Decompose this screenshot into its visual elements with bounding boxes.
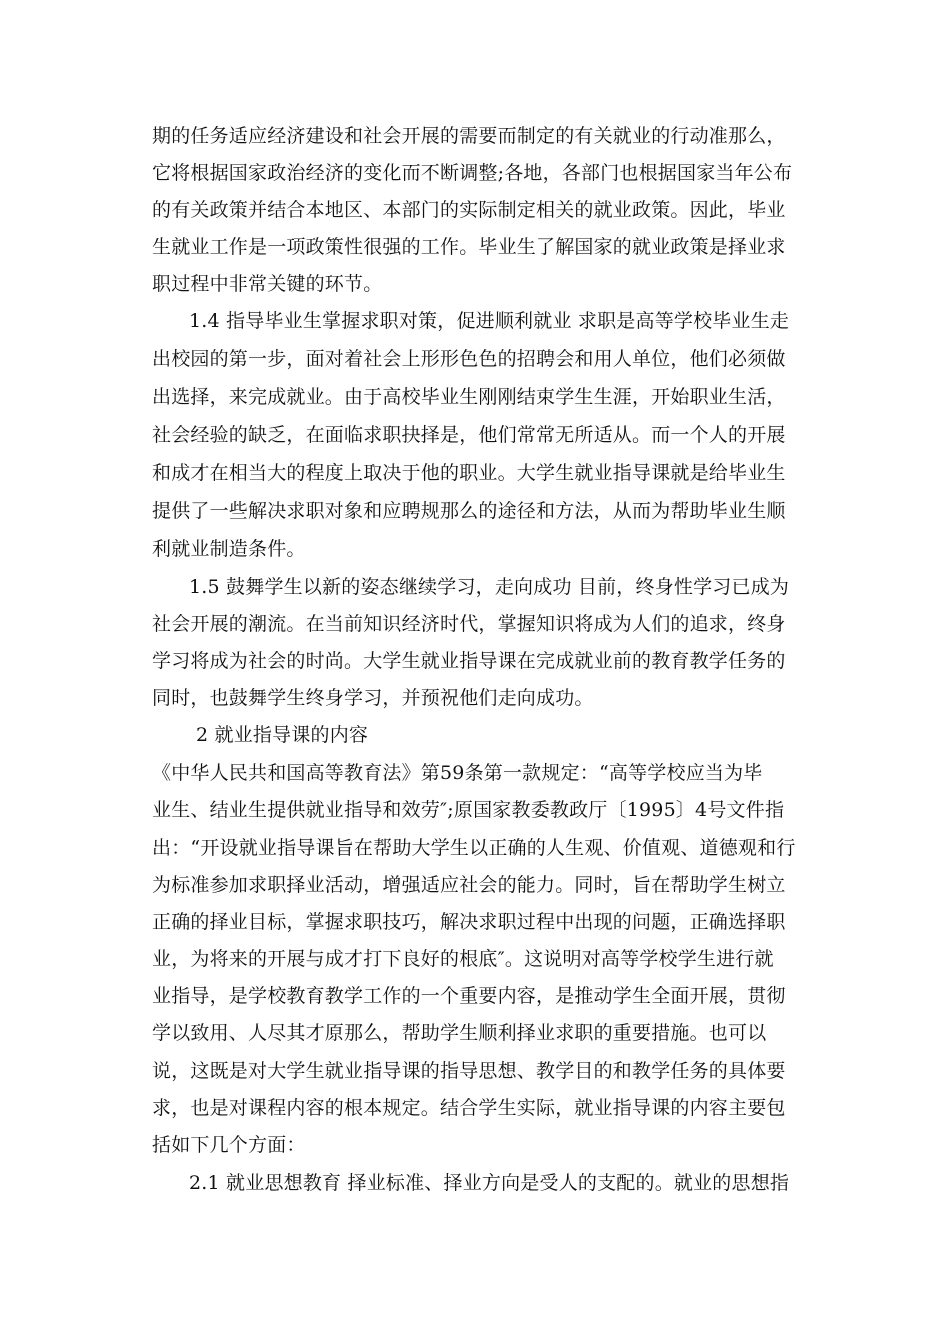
text-line: 提供了一些解决求职对象和应聘规那么的途径和方法，从而为帮助毕业生顺	[152, 500, 786, 522]
text-line: 出选择，来完成就业。由于高校毕业生刚刚结束学生生涯，开始职业生活，	[152, 386, 786, 408]
text-line: 利就业制造条件。	[152, 538, 306, 560]
section-1-4-line: 1.4 指导毕业生掌握求职对策，促进顺利就业 求职是高等学校毕业生走	[189, 310, 790, 332]
section-1-5-line: 1.5 鼓舞学生以新的姿态继续学习，走向成功 目前，终身性学习已成为	[189, 576, 790, 598]
text-line: 括如下几个方面：	[152, 1134, 306, 1156]
text-line: 生就业工作是一项政策性很强的工作。毕业生了解国家的就业政策是择业求	[152, 236, 786, 258]
section-2-heading: 2 就业指导课的内容	[196, 724, 369, 746]
text-line: 的有关政策并结合本地区、本部门的实际制定相关的就业政策。因此，毕业	[152, 199, 786, 221]
text-line: 职过程中非常关键的环节。	[152, 273, 383, 295]
text-line: 业指导，是学校教育教学工作的一个重要内容，是推动学生全面开展，贯彻	[152, 985, 786, 1007]
text-line: 同时，也鼓舞学生终身学习，并预祝他们走向成功。	[152, 687, 594, 709]
section-2-1-line: 2.1 就业思想教育 择业标准、择业方向是受人的支配的。就业的思想指	[189, 1172, 790, 1194]
text-line: 学习将成为社会的时尚。大学生就业指导课在完成就业前的教育教学任务的	[152, 650, 786, 672]
text-line: 和成才在相当大的程度上取决于他的职业。大学生就业指导课就是给毕业生	[152, 462, 786, 484]
text-line: 出：“开设就业指导课旨在帮助大学生以正确的人生观、价值观、道德观和行	[152, 837, 796, 859]
text-line: 说，这既是对大学生就业指导课的指导思想、教学目的和教学任务的具体要	[152, 1060, 786, 1082]
text-line: 业生、结业生提供就业指导和效劳″;原国家教委教政厅〔1995〕4号文件指	[152, 799, 785, 821]
text-line: 《中华人民共和国高等教育法》第59条第一款规定：“高等学校应当为毕	[152, 762, 763, 784]
text-line: 出校园的第一步，面对着社会上形形色色的招聘会和用人单位，他们必须做	[152, 348, 786, 370]
text-line: 为标准参加求职择业活动，增强适应社会的能力。同时，旨在帮助学生树立	[152, 874, 786, 896]
text-line: 社会经验的缺乏，在面临求职抉择是，他们常常无所适从。而一个人的开展	[152, 424, 786, 446]
text-line: 它将根据国家政治经济的变化而不断调整;各地，各部门也根据国家当年公布	[152, 162, 793, 184]
text-line: 社会开展的潮流。在当前知识经济时代，掌握知识将成为人们的追求，终身	[152, 613, 786, 635]
text-line: 求，也是对课程内容的根本规定。结合学生实际，就业指导课的内容主要包	[152, 1097, 786, 1119]
text-line: 业，为将来的开展与成才打下良好的根底″。这说明对高等学校学生进行就	[152, 948, 774, 970]
text-line: 学以致用、人尽其才原那么，帮助学生顺利择业求职的重要措施。也可以	[152, 1022, 767, 1044]
text-line: 期的任务适应经济建设和社会开展的需要而制定的有关就业的行动准那么，	[152, 125, 786, 147]
text-line: 正确的择业目标，掌握求职技巧，解决求职过程中出现的问题，正确选择职	[152, 911, 786, 933]
